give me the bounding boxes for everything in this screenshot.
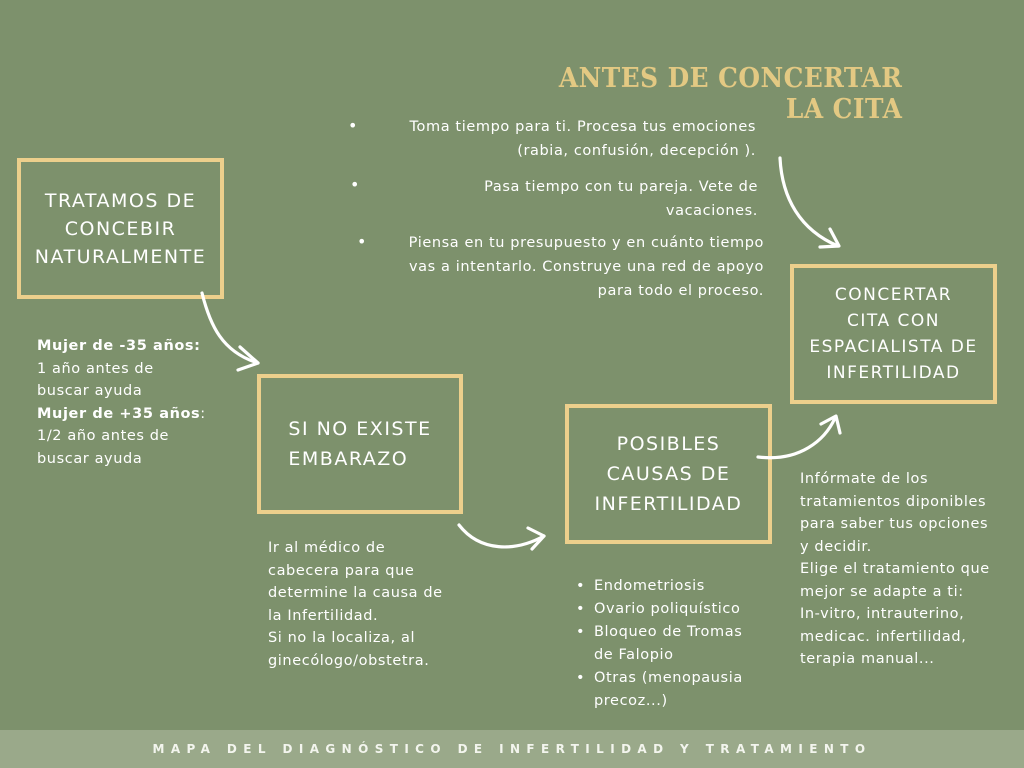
arrow-icon bbox=[780, 158, 839, 247]
treatment-note-line: Elige el tratamiento que bbox=[800, 561, 990, 577]
doctor-note-line: la Infertilidad. bbox=[268, 607, 379, 624]
treatment-note-line: medicac. infertilidad, bbox=[800, 628, 967, 645]
doctor-note-line: ginecólogo/obstetra. bbox=[268, 652, 430, 669]
age-note-line: buscar ayuda bbox=[37, 383, 143, 399]
tip-line: (rabia, confusión, decepción ). bbox=[517, 143, 756, 159]
step-box-si-no-existe-embarazo bbox=[257, 374, 463, 514]
cause-item bbox=[576, 575, 743, 598]
bullet-icon: • bbox=[350, 175, 360, 194]
over35-colon: : bbox=[200, 405, 206, 422]
tip-line: para todo el proceso. bbox=[597, 283, 764, 299]
step-line: POSIBLES bbox=[616, 433, 721, 455]
cause-line: de Falopio bbox=[594, 647, 674, 663]
bullet-icon: • bbox=[357, 232, 367, 251]
step-line: ESPACIALISTA DE bbox=[809, 337, 978, 357]
doctor-note-line: Si no la localiza, al bbox=[268, 630, 416, 646]
bullet-icon: • bbox=[348, 116, 358, 135]
cause-item bbox=[576, 598, 743, 621]
step-box-posibles-causas bbox=[565, 404, 772, 544]
doctor-note-line: Ir al médico de bbox=[268, 540, 386, 556]
tip-item bbox=[356, 115, 756, 163]
step-line: CITA CON bbox=[847, 311, 940, 331]
step-line: NATURALMENTE bbox=[34, 245, 207, 268]
age-note-line: buscar ayuda bbox=[37, 450, 143, 467]
cause-item bbox=[576, 667, 743, 713]
tip-line: vacaciones. bbox=[665, 203, 758, 219]
age-note bbox=[37, 335, 206, 470]
heading-line: ANTES DE CONCERTAR bbox=[558, 63, 902, 94]
cause-line: • Ovario poliquístico bbox=[594, 601, 741, 617]
arrow-icon bbox=[459, 525, 544, 549]
tip-line: Pasa tiempo con tu pareja. Vete de bbox=[484, 179, 758, 195]
cause-line: • Endometriosis bbox=[594, 578, 705, 594]
treatment-note-line: para saber tus opciones bbox=[800, 516, 989, 532]
under35-label: Mujer de -35 años: bbox=[37, 338, 201, 354]
step-box-concertar-cita bbox=[790, 264, 997, 404]
step-line: CAUSAS DE bbox=[606, 463, 731, 485]
cause-line: precoz...) bbox=[594, 693, 668, 709]
treatment-note-line: terapia manual... bbox=[800, 651, 935, 667]
arrow-icon bbox=[202, 293, 258, 370]
cause-line: • Bloqueo de Tromas bbox=[594, 624, 743, 640]
step-line: CONCERTAR bbox=[834, 285, 953, 305]
footer-title: MAPA DEL DIAGNÓSTICO DE INFERTILIDAD Y TRATAMIENTO bbox=[152, 742, 872, 756]
step-box-concebir-naturalmente bbox=[17, 158, 224, 299]
treatment-note-line: In-vitro, intrauterino, bbox=[800, 606, 965, 622]
doctor-note-line: determine la causa de bbox=[268, 585, 443, 601]
tip-item bbox=[358, 175, 758, 223]
causes-list bbox=[576, 575, 743, 713]
tip-line: Toma tiempo para ti. Procesa tus emociones bbox=[409, 119, 756, 135]
treatment-note-line: y decidir. bbox=[800, 538, 872, 555]
step-line: CONCEBIR bbox=[64, 217, 177, 240]
treatment-note-line: mejor se adapte a ti: bbox=[800, 583, 964, 600]
step-line: EMBARAZO bbox=[288, 448, 409, 470]
tip-line: Piensa en tu presupuesto y en cuánto tiempo bbox=[408, 235, 764, 251]
footer-band bbox=[0, 730, 1024, 768]
age-note-line bbox=[37, 403, 206, 426]
cause-line: • Otras (menopausia bbox=[594, 670, 743, 686]
cause-item bbox=[576, 621, 743, 667]
heading-line: LA CITA bbox=[785, 94, 902, 125]
step-line: SI NO EXISTE bbox=[288, 418, 432, 440]
treatment-note bbox=[800, 468, 990, 671]
over35-label: Mujer de +35 años bbox=[37, 405, 201, 422]
tip-line: vas a intentarlo. Construye una red de apoyo bbox=[408, 259, 764, 275]
step-line: TRATAMOS DE bbox=[44, 189, 197, 212]
age-note-line bbox=[37, 335, 206, 358]
step-line: INFERTILIDAD bbox=[826, 363, 961, 383]
treatment-note-line: tratamientos diponibles bbox=[800, 493, 987, 510]
tip-item bbox=[364, 231, 764, 303]
age-note-line: 1/2 año antes de bbox=[37, 428, 170, 444]
doctor-note bbox=[268, 537, 443, 672]
age-note-line: 1 año antes de bbox=[37, 360, 154, 377]
step-line: INFERTILIDAD bbox=[594, 493, 743, 515]
treatment-note-line: Infórmate de los bbox=[800, 471, 929, 487]
doctor-note-line: cabecera para que bbox=[268, 562, 415, 579]
